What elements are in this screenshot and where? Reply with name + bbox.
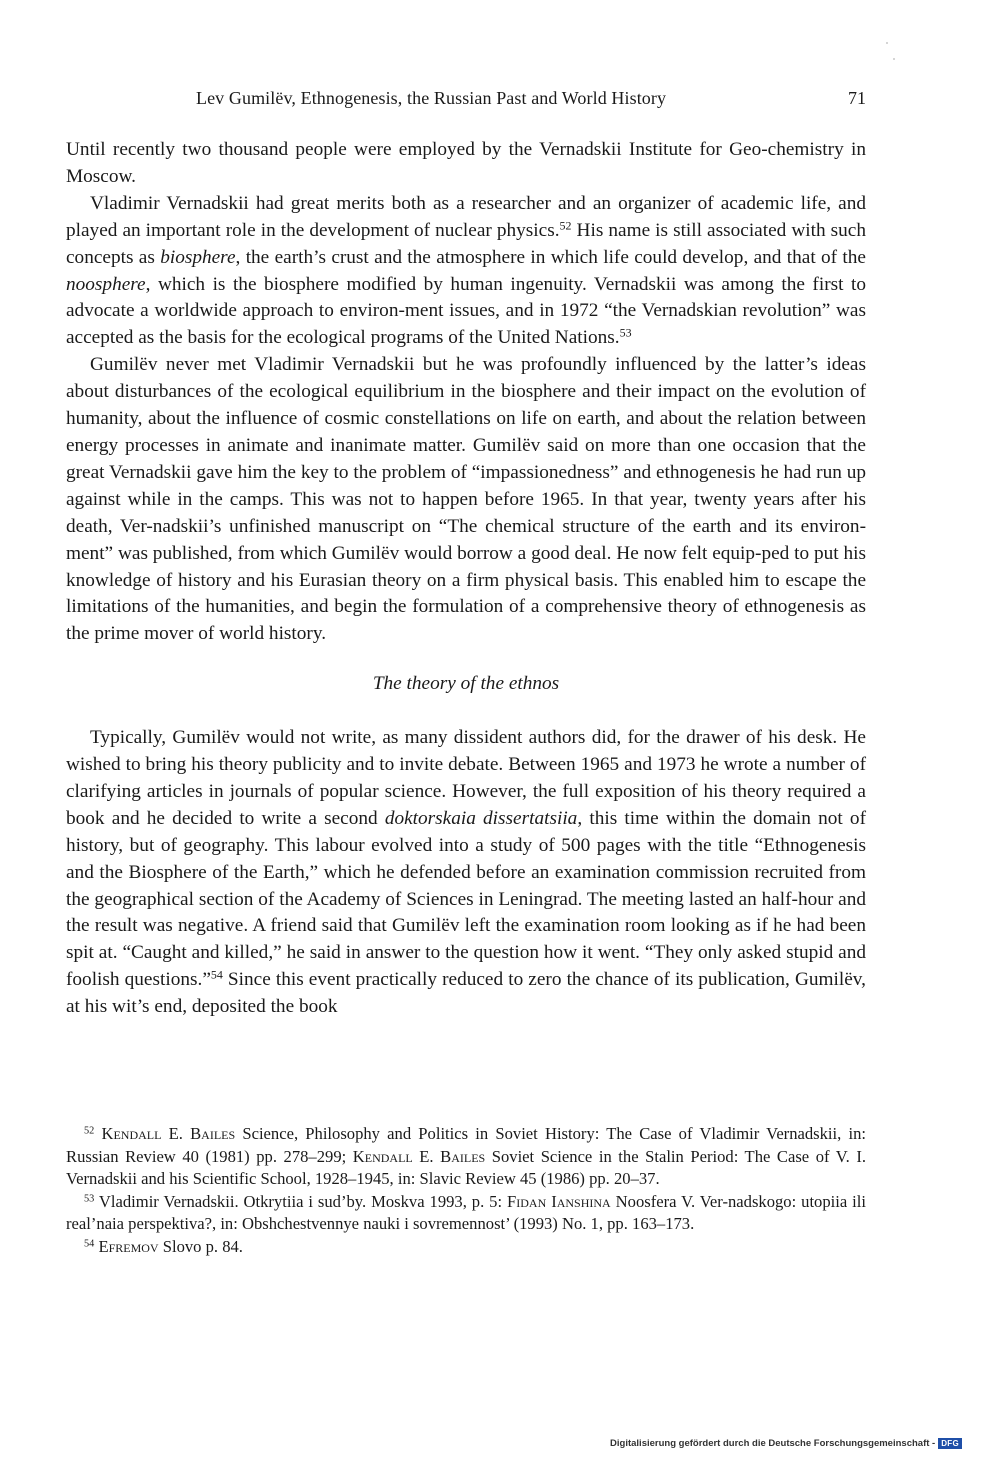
paragraph-4-text-2: , this time within the domain not of history, but of geography. This labour evolved into a study of 500 pages with the title “Ethnogenesis and the Biosphere of the Earth,” which he defended before an examination commission recruited from the geographical section of the Academy of Sciences in Leningrad. The meeting lasted an half-hour and the result was negative. A friend said that Gumilëv left the examination room looking as if he had been spit at. “Caught and killed,” he said in answer to the question how it went. “They only asked stupid and foolish questions.” — [66, 807, 866, 991]
footnote-text: Slovo p. 84. — [158, 1236, 243, 1256]
paragraph-4-text-3: Since this event practically reduced to zero the chance of its publication, Gumilëv, at his wit’s end, deposited the book — [66, 969, 866, 1018]
footnote-52 — [66, 1123, 866, 1191]
footnote-ref-54: 54 — [210, 967, 223, 982]
paragraph-4-text-1: Typically, Gumilëv would not write, as many dissident authors did, for the drawer of his desk. He wished to bring his theory publicity and to invite debate. Between 1965 and 1973 he wrote a number of clarifying articles in journals of popular science. However, the full exposition of his theory required a book and he decided to write a second — [66, 727, 866, 829]
footnote-53 — [66, 1191, 866, 1236]
footnote-number: 53 — [84, 1192, 95, 1204]
paragraph-2-text-2: His name is still associated with such concepts as — [66, 219, 866, 268]
footnote-text: Science, Philosophy and Politics in Soviet History: The Case of Vladimir Vernadskii, in: Russian Review 40 (1981) pp. 278–299; — [66, 1124, 866, 1166]
footnote-author: Kendall E. Bailes — [101, 1124, 236, 1143]
scan-artifact — [893, 58, 895, 60]
paragraph-1: Until recently two thousand people were employed by the Vernadskii Institute for Geo-chemistry in Moscow. — [66, 139, 866, 187]
paragraph-4 — [66, 725, 866, 1021]
page-header — [66, 84, 866, 114]
paragraph-2-text-4: , which is the biosphere modified by human ingenuity. Vernadskii was among the first to advocate a worldwide approach to environ-ment issues, and in 1972 “the Vernadskian revolution” was accepted as the basis for the ecological programs of the United Nations. — [66, 273, 866, 349]
footnote-ref-53: 53 — [619, 325, 632, 340]
paragraph-2-text-1: Vladimir Vernadskii had great merits both as a researcher and an organizer of academic life, and played an important role in the development of nuclear physics. — [66, 192, 866, 241]
footnote-number: 54 — [84, 1237, 95, 1249]
footnote-author: Fidan Ianshina — [507, 1191, 611, 1211]
term-biosphere: biosphere — [160, 246, 236, 268]
footnote-ref-52: 52 — [559, 218, 572, 233]
footnote-text: Soviet Science in the Stalin Period: The Case of V. I. Vernadskii and his Scientific School, 1928–1945, in: Slavic Review 45 (1986) pp. 20–37. — [66, 1146, 866, 1188]
running-head: Lev Gumilëv, Ethnogenesis, the Russian Past and World History — [196, 88, 667, 108]
footnote-number: 52 — [84, 1125, 95, 1137]
credit-text: Digitalisierung gefördert durch die Deutsche Forschungsgemeinschaft - — [610, 1438, 936, 1449]
dfg-logo: DFG — [938, 1438, 962, 1449]
paragraph-2 — [66, 191, 866, 352]
main-text — [66, 137, 866, 1021]
term-noosphere: noosphere — [66, 273, 146, 295]
section-heading: The theory of the ethnos — [372, 673, 560, 695]
digitization-credit — [610, 1438, 962, 1449]
scan-artifact — [886, 42, 888, 44]
footnote-text: Vladimir Vernadskii. Otkrytiia i sud’by. Moskva 1993, p. 5: — [94, 1191, 508, 1211]
footnote-text: Noosfera V. Ver-nadskogo: utopiia ili real’naia perspektiva?, in: Obshchestvennye nauki i sovremennost’ (1993) No. 1, pp. 163–173. — [66, 1191, 867, 1233]
paragraph-3: Gumilëv never met Vladimir Vernadskii but he was profoundly influenced by the latter’s ideas about disturbances of the ecological equilibrium in the biosphere and their impact on the evolution of humanity, about the influence of cosmic constellations on life on earth, and about the relation between energy processes in animate and inanimate matter. Gumilëv said on more than one occasion that the great Vernadskii gave him the key to the problem of “impassionedness” and ethnogenesis he had run up against while in the camps. This was not to happen before 1965. In that year, twenty years after his death, Ver-nadskii’s unfinished manuscript on “The chemical structure of the earth and its environ-ment” was published, from which Gumilëv would borrow a good deal. He now felt equip-ped to put his knowledge of history and his Eurasian theory on a firm physical basis. This enabled him to escape the limitations of the humanities, and begin the formulation of a comprehensive theory of ethnogenesis as the prime mover of world history. — [66, 354, 866, 645]
footnote-author: Efremov — [98, 1236, 159, 1256]
footnote-author: Kendall E. Bailes — [352, 1146, 486, 1166]
footnotes — [66, 1123, 866, 1258]
term-doktorskaia-dissertatsiia: doktorskaia dissertatsiia — [384, 807, 578, 829]
paragraph-2-text-3: , the earth’s crust and the atmosphere in which life could develop, and that of the — [235, 246, 866, 268]
page-number: 71 — [848, 88, 866, 108]
footnote-54 — [66, 1236, 866, 1259]
